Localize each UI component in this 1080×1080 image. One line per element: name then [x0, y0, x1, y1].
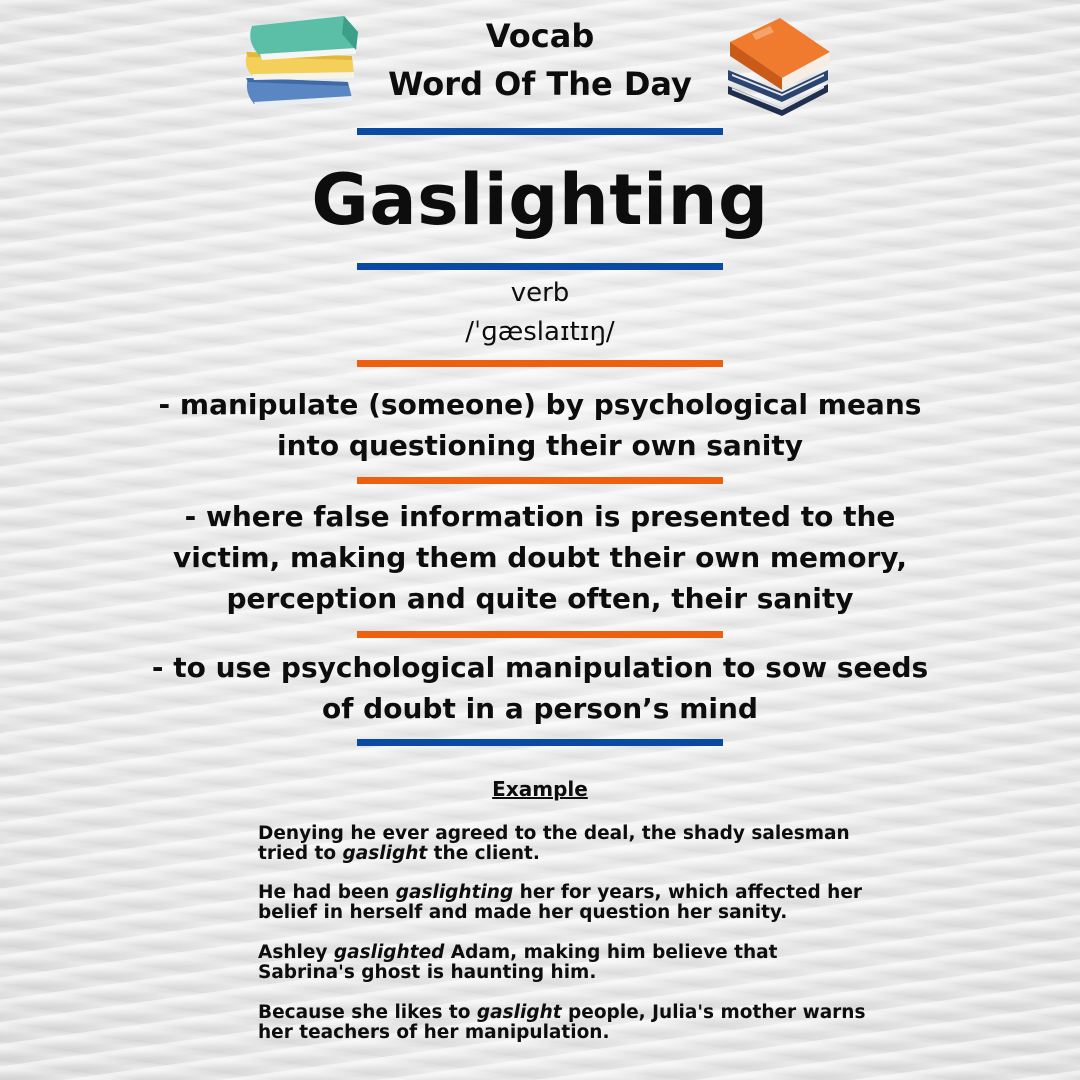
example-sentence-2: He had been gaslighting her for years, which affected her belief in herself and made her question her sanity. — [258, 882, 863, 923]
divider-orange — [357, 477, 723, 484]
example-sentence-4: Because she likes to gaslight people, Julia's mother warns her teachers of her manipulation. — [258, 1002, 866, 1043]
emphasized-word: gaslight — [342, 843, 428, 864]
divider-blue — [357, 739, 723, 746]
divider-orange — [357, 360, 723, 367]
vocab-word: Gaslighting — [311, 159, 769, 241]
divider-blue — [357, 263, 723, 270]
part-of-speech: verb — [510, 278, 570, 308]
pronunciation: /ˈɡæslaɪtɪŋ/ — [465, 317, 615, 347]
emphasized-word: gaslighted — [333, 942, 445, 963]
definition-1: - manipulate (someone) by psychological means into questioning their own sanity — [158, 388, 922, 462]
emphasized-word: gaslighting — [395, 882, 514, 903]
divider-orange — [357, 631, 723, 638]
example-sentence-3: Ashley gaslighted Adam, making him believe that Sabrina's ghost is haunting him. — [258, 942, 778, 983]
emphasized-word: gaslight — [476, 1002, 562, 1023]
example-sentence-1: Denying he ever agreed to the deal, the shady salesman tried to gaslight the client. — [258, 823, 850, 864]
definition-3: - to use psychological manipulation to sow seeds of doubt in a person’s mind — [151, 651, 929, 725]
header-word-of-the-day: Word Of The Day — [388, 65, 692, 103]
header-vocab: Vocab — [485, 17, 595, 55]
definition-2: - where false information is presented to the victim, making them doubt their own memory, perception and quite often, their sanity — [173, 500, 907, 615]
example-heading: Example — [492, 777, 588, 801]
divider-blue — [357, 128, 723, 135]
